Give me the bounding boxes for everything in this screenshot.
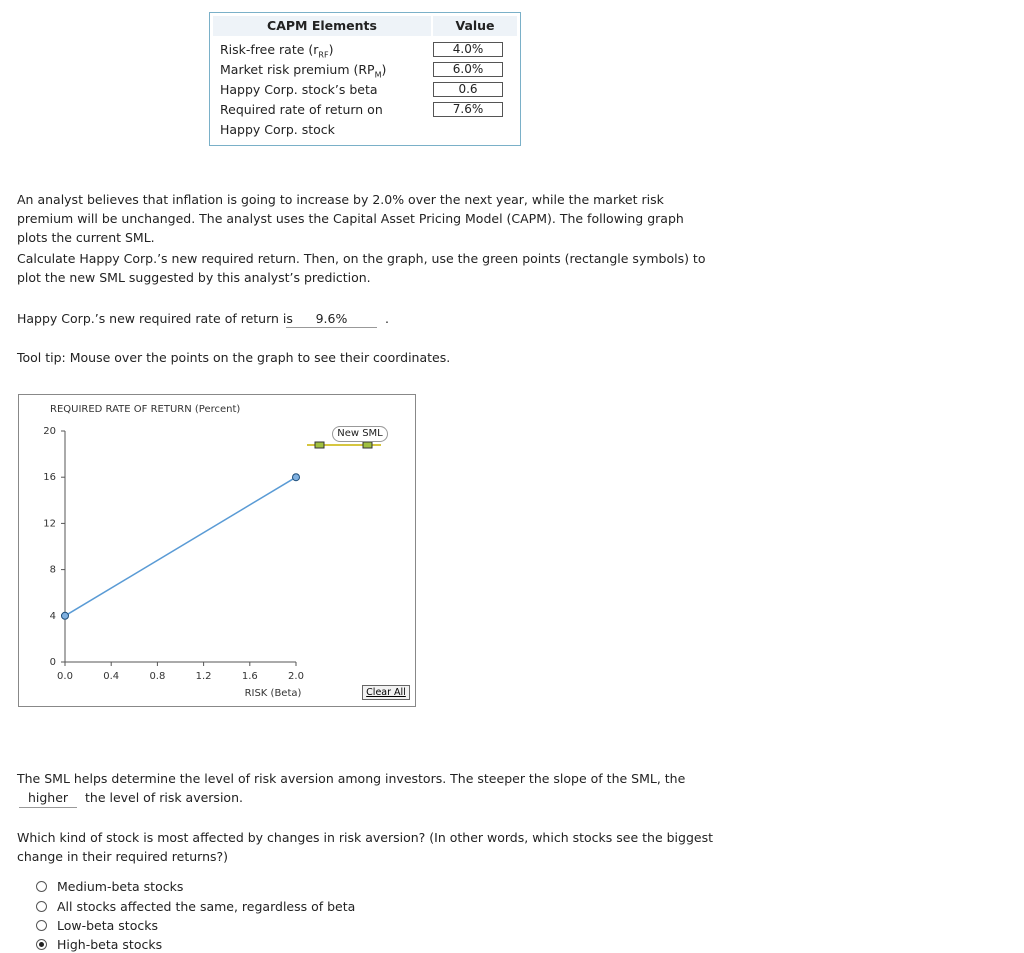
x-tick-label: 2.0 [288, 671, 304, 682]
capm-table [209, 12, 521, 146]
y-tick-label: 0 [49, 657, 56, 668]
x-tick-label: 1.6 [241, 671, 258, 682]
risk-free-rate-label: Risk-free rate $(r_{RF})$ [220, 42, 334, 60]
question1-prefix: Happy Corp.’s new required rate of return is [17, 311, 293, 326]
option-low-beta[interactable] [36, 916, 158, 934]
tooltip-text: Tool tip: Mouse over the points on the graph to see their coordinates. [17, 350, 451, 365]
sml-point[interactable] [62, 612, 69, 619]
risk-free-rate-value: 4.0% [433, 42, 503, 57]
question3-text: Which kind of stock is most affected by changes in risk aversion? (In other words, which stocks see the biggest change in their required returns?) [17, 830, 713, 864]
value-header: Value [433, 16, 517, 36]
option-label: High-beta stocks [57, 936, 163, 952]
market-risk-premium-value: 6.0% [433, 62, 503, 77]
new-sml-legend-label: New SML [332, 426, 388, 442]
option-label: Low-beta stocks [57, 917, 158, 933]
new-sml-point-end [363, 442, 372, 448]
y-tick-label: 8 [49, 564, 56, 576]
required-return-value: 7.6% [433, 102, 503, 117]
required-return-label-cont: Happy Corp. stock [220, 122, 335, 137]
graph-series [62, 474, 300, 620]
instruction-paragraph: Calculate Happy Corp.’s new required return. Then, on the graph, use the green points (rectangle symbols) to plot the new SML suggested by this analyst’s prediction. [17, 251, 706, 285]
clear-all-button[interactable]: Clear All [362, 685, 410, 700]
y-tick-label: 20 [43, 426, 56, 437]
capm-elements-header: CAPM Elements [213, 16, 431, 36]
option-high-beta[interactable] [36, 935, 162, 953]
risk-aversion-dropdown[interactable]: higher [19, 789, 77, 808]
beta-value: 0.6 [433, 82, 503, 97]
question1-suffix: . [385, 311, 389, 326]
option-label: All stocks affected the same, regardless of beta [57, 898, 356, 914]
question2-text: The SML helps determine the level of risk aversion among investors. The steeper the slope of the SML, the [17, 771, 686, 786]
x-tick-label: 0.4 [103, 671, 120, 682]
option-all-same[interactable] [36, 897, 355, 915]
radio-low-beta[interactable] [36, 920, 47, 931]
new-sml-point-start [315, 442, 324, 448]
sml-point[interactable] [293, 474, 300, 481]
option-medium-beta[interactable] [36, 877, 183, 895]
radio-all-same[interactable] [36, 901, 47, 912]
new-required-return-input[interactable] [286, 310, 377, 328]
y-tick-label: 16 [43, 472, 56, 484]
option-label: Medium-beta stocks [57, 878, 184, 894]
required-return-label: Required rate of return on [220, 102, 383, 117]
radio-high-beta[interactable] [36, 939, 47, 950]
graph-ticks [43, 426, 304, 682]
x-axis-title: RISK (Beta) [244, 688, 302, 699]
sml-graph-panel [18, 394, 416, 707]
market-risk-premium-label: Market risk premium $(RP_M)$ [220, 62, 387, 80]
y-tick-label: 4 [49, 610, 56, 622]
y-axis-title: REQUIRED RATE OF RETURN (Percent) [50, 404, 241, 415]
beta-label: Happy Corp. stock’s beta [220, 82, 378, 97]
y-tick-label: 12 [43, 518, 56, 530]
x-tick-label: 0.8 [149, 671, 166, 682]
x-tick-label: 0.0 [57, 671, 73, 682]
question2-text-after: the level of risk aversion. [85, 790, 243, 805]
x-tick-label: 1.2 [195, 671, 212, 682]
radio-medium-beta[interactable] [36, 881, 47, 892]
current-sml-line [65, 477, 296, 616]
new-sml-legend-tool[interactable] [307, 442, 381, 448]
intro-paragraph: An analyst believes that inflation is going to increase by 2.0% over the next year, while the market risk premium will be unchanged. The analyst uses the Capital Asset Pricing Model (CAPM). The following graph plots the current SML. [17, 192, 684, 245]
